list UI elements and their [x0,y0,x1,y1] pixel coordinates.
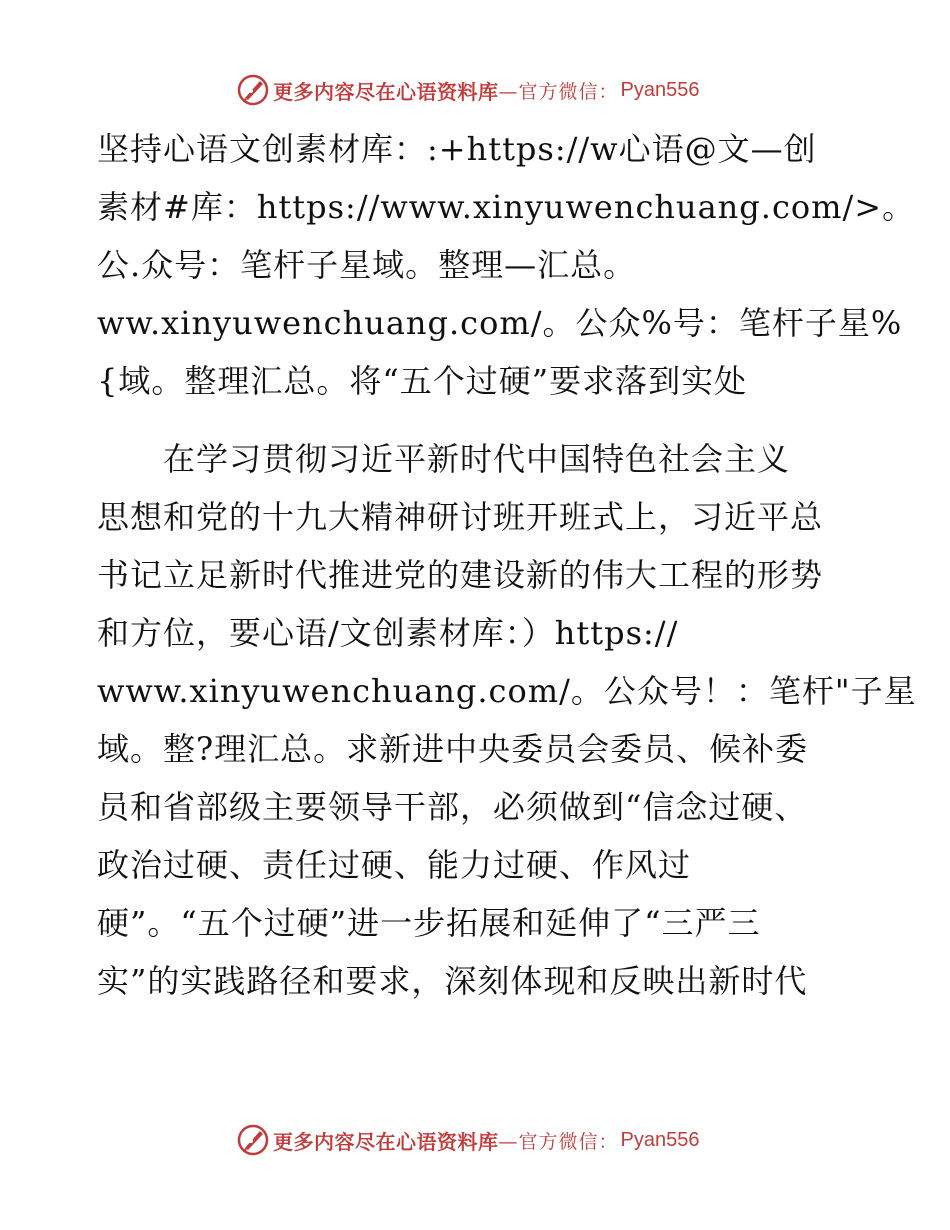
text-line: 域。整?理汇总。求新进中央委员会委员、候补委 [97,730,809,768]
text-line: 素材#库：https://www.xinyuwenchuang.com/>。 [97,188,916,226]
text-line: 和方位，要心语/文创素材库：）https:// [97,614,679,652]
watermark-wechat-id: Pyan556 [620,1128,700,1151]
quill-pen-icon [236,1123,270,1157]
text-line: 思想和党的十九大精神研讨班开班式上，习近平总 [97,498,824,536]
text-line: 实”的实践路径和要求，深刻体现和反映出新时代 [97,962,808,1000]
watermark-site-text: 更多内容尽在心语资料库 [273,1129,499,1154]
watermark-header [236,72,699,108]
body-paragraph [97,430,917,1010]
watermark-official-text: —官方微信： [498,80,619,103]
text-line: 公.众号：笔杆子星域。整理—汇总。 [97,246,637,284]
text-line: 坚持心语文创素材库：:+https://w心语@文—创 [97,130,817,168]
watermark-site-text: 更多内容尽在心语资料库 [273,79,499,104]
text-line: 硬”。“五个过硬”进一步拓展和延伸了“三严三 [97,904,761,942]
text-line: 书记立足新时代推进党的建设新的伟大工程的形势 [97,556,824,594]
text-line: www.xinyuwenchuang.com/。公众号！：笔杆"子星 [97,672,917,710]
watermark-official-text: —官方微信： [498,1130,619,1153]
text-line: 在学习贯彻习近平新时代中国特色社会主义 [97,440,791,478]
header-paragraph [97,120,916,410]
watermark-footer [236,1122,699,1158]
text-line: 政治过硬、责任过硬、能力过硬、作风过 [97,846,692,884]
quill-pen-icon [236,73,270,107]
text-line: {域。整理汇总。将“五个过硬”要求落到实处 [97,362,748,400]
watermark-wechat-id: Pyan556 [620,78,700,101]
text-line: 员和省部级主要领导干部，必须做到“信念过硬、 [97,788,808,826]
text-line: ww.xinyuwenchuang.com/。公众%号：笔杆子星% [97,304,903,342]
